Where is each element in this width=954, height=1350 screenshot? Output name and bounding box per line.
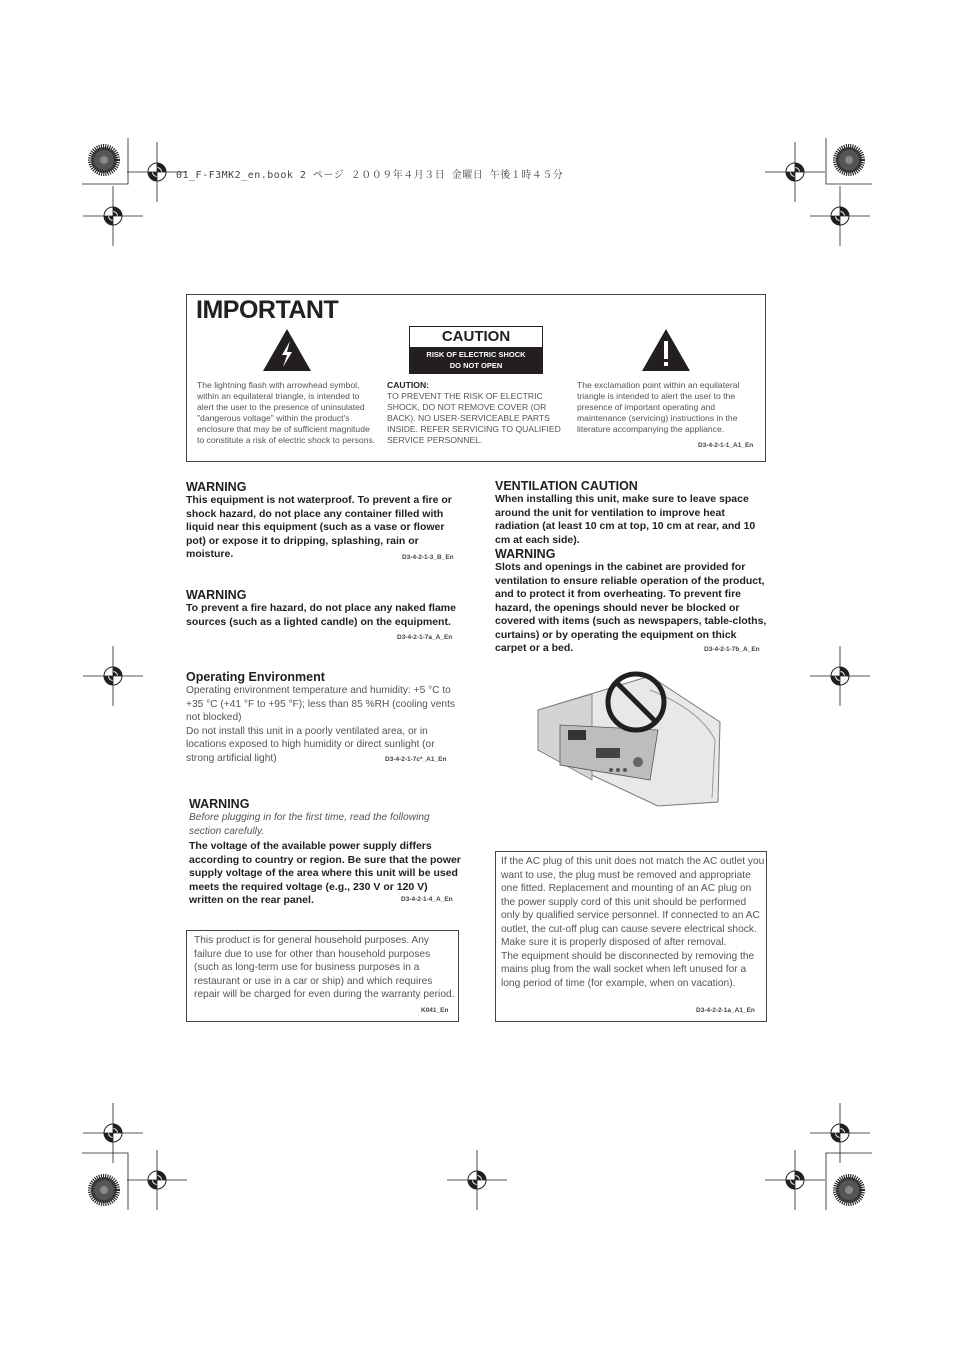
ac-plug-body-1: If the AC plug of this unit does not match the AC outlet you want to use, the plug must be removed and appropriate one fitted. Replacement and mounting of an AC plug on the power supply cord of this unit should be performed only by qualified service personnel. If connected to an AC outlet, the cut-off plug can cause severe electrical shock. Make sure it is properly disposed of after removal.	[501, 856, 765, 948]
lightning-description: The lightning flash with arrowhead symbol, within an equilateral triangle, is intended to alert the user to the presence of uninsulated "dangerous voltage" within the product's enclosure that may be of sufficient magnitude to constitute a risk of electric shock to persons.	[197, 380, 376, 445]
warning-code: D3-4-2-1-4_A_En	[401, 896, 453, 903]
warning-body: This equipment is not waterproof. To prevent a fire or shock hazard, do not place any container filled with liquid near this equipment (such as a vase or flower pot) or expose it to dripping, splashing, rain or moisture.	[186, 494, 452, 560]
operating-environment	[186, 670, 461, 765]
ventilation-title: VENTILATION CAUTION	[495, 479, 638, 493]
ventilation-warning-body: Slots and openings in the cabinet are provided for ventilation to ensure reliable operation of the product, and to protect it from overheating. To prevent fire hazard, the openings should never be blocked or covered with items (such as newspapers, table-cloths, curtains) or by operating the equipment on thick carpet or a bed.	[495, 561, 767, 654]
household-code: K041_En	[421, 1007, 449, 1014]
warning-title: WARNING	[186, 480, 247, 494]
warning-title: WARNING	[189, 797, 250, 811]
caution-heading: CAUTION:	[387, 380, 430, 390]
ac-plug-body-2: The equipment should be disconnected by removing the mains plug from the wall socket when left unused for a long period of time (for example, when on vacation).	[501, 950, 755, 989]
ventilation-code: D3-4-2-1-7b_A_En	[704, 646, 760, 653]
important-title: IMPORTANT	[196, 296, 339, 324]
ventilation-warning-title: WARNING	[495, 547, 556, 561]
operating-code: D3-4-2-1-7c*_A1_En	[385, 756, 447, 763]
ac-plug-box	[495, 851, 767, 1022]
ventilation-body: When installing this unit, make sure to leave space around the unit for ventilation to improve heat radiation (at least 10 cm at top, 10 cm at rear, and 10 cm at each side).	[495, 493, 756, 546]
caution-sublabel: RISK OF ELECTRIC SHOCK DO NOT OPEN	[410, 347, 542, 374]
household-body: This product is for general household purposes. Any failure due to use for other than household purposes (such as long-term use for business purposes in a restaurant or use in a car or ship) and which requires repair will be charged for even during the warranty period.	[194, 935, 455, 1000]
warning-title: WARNING	[186, 588, 247, 602]
ac-plug-code: D3-4-2-2-1a_A1_En	[696, 1007, 755, 1014]
exclamation-triangle-icon	[640, 327, 692, 373]
warning-voltage	[189, 797, 461, 908]
warning-waterproof	[186, 480, 461, 562]
caution-description: TO PREVENT THE RISK OF ELECTRIC SHOCK, DO NOT REMOVE COVER (OR BACK). NO USER-SERVICEABLE PARTS INSIDE. REFER SERVICING TO QUALIFIED SERVICE PERSONNEL.	[387, 391, 561, 445]
operating-body-2: Do not install this unit in a poorly ventilated area, or in locations exposed to high humidity or direct sunlight (or strong artificial light)	[186, 725, 435, 764]
warning-intro: Before plugging in for the first time, read the following section carefully.	[189, 812, 430, 837]
important-code: D3-4-2-1-1_A1_En	[698, 442, 754, 449]
ac-plug-body	[501, 855, 765, 990]
operating-title: Operating Environment	[186, 670, 325, 684]
caution-label: CAUTION	[441, 328, 511, 345]
exclamation-description: The exclamation point within an equilateral triangle is intended to alert the user to the presence of important operating and maintenance (servicing) instructions in the literature accompanying the appliance.	[577, 380, 740, 434]
ventilation-caution	[495, 479, 767, 656]
lightning-triangle-icon	[261, 327, 313, 373]
warning-body: The voltage of the available power supply differs according to country or region. Be sure that the power supply voltage of the area where this unit will be used meets the required voltage (e.g., 230 V or 120 V) written on the rear panel.	[189, 840, 461, 906]
warning-flame	[186, 588, 461, 629]
operating-body-1: Operating environment temperature and humidity: +5 °C to +35 °C (+41 °F to +95 °F); less than 85 %RH (cooling vents not blocked)	[186, 685, 456, 723]
warning-code: D3-4-2-1-7a_A_En	[397, 634, 453, 641]
covered-unit-illustration	[530, 670, 730, 810]
file-header: 01_F-F3MK2_en.book 2 ページ ２００９年４月３日 金曜日 午後１時４５分	[176, 170, 564, 181]
warning-body: To prevent a fire hazard, do not place any naked flame sources (such as a lighted candle) on the equipment.	[186, 602, 456, 628]
household-box	[186, 930, 459, 1022]
caution-label-box	[409, 326, 543, 374]
warning-code: D3-4-2-1-3_B_En	[402, 554, 454, 561]
